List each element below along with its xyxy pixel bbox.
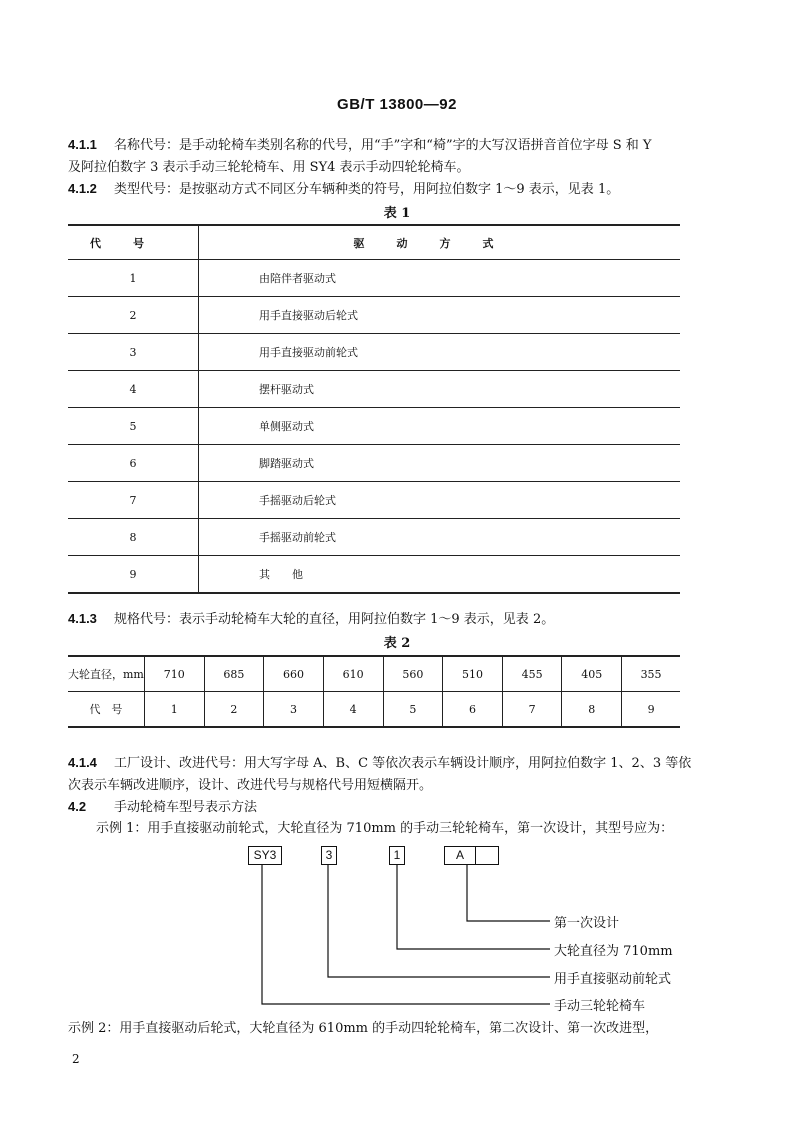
label-wheel-diameter: 大轮直径为 710mm [554,944,673,959]
row-label-diameter: 大轮直径，mm [68,656,144,692]
diameter-cell: 405 [562,656,622,692]
section-text: 类型代号：是按驱动方式不同区分车辆种类的符号，用阿拉伯数字 1～9 表示，见表 1。 [114,182,620,197]
section-number: 4.1.2 [68,181,97,196]
row-code: 1 [68,260,199,297]
row-code: 4 [68,371,199,408]
section-text: 规格代号：表示手动轮椅车大轮的直径，用阿拉伯数字 1～9 表示，见表 2。 [114,612,555,627]
code-cell: 5 [383,692,443,728]
header-mode: 驱动方式 [199,225,681,260]
row-code: 5 [68,408,199,445]
row-code: 2 [68,297,199,334]
label-wheelchair-type: 手动三轮轮椅车 [554,999,646,1014]
diameter-cell: 355 [622,656,680,692]
code-cell: 6 [443,692,503,728]
diameter-cell: 610 [323,656,383,692]
section-number: 4.1.4 [68,755,97,770]
row-mode: 由陪伴者驱动式 [199,260,681,297]
code-box-size: 1 [389,846,405,865]
diameter-cell: 510 [443,656,503,692]
row-code: 3 [68,334,199,371]
diameter-cell: 685 [204,656,264,692]
row-mode: 单侧驱动式 [199,408,681,445]
section-text: 手动轮椅车型号表示方法 [114,800,258,815]
row-mode: 脚踏驱动式 [199,445,681,482]
row-mode: 用手直接驱动后轮式 [199,297,681,334]
row-mode: 摆杆驱动式 [199,371,681,408]
code-cell: 8 [562,692,622,728]
row-code: 8 [68,519,199,556]
section-text-cont: 次表示车辆改进顺序，设计、改进代号与规格代号用短横隔开。 [68,778,433,793]
example-2-text: 示例 2：用手直接驱动后轮式，大轮直径为 610mm 的手动四轮轮椅车，第二次设计、第一次改进型， [68,1021,659,1036]
code-cell: 1 [144,692,204,728]
header-code: 代号 [68,225,199,260]
code-cell: 2 [204,692,264,728]
section-text: 名称代号：是手动轮椅车类别名称的代号，用“手”字和“椅”字的大写汉语拼音首位字母 S 和 Y [114,138,652,153]
row-code: 9 [68,556,199,594]
row-mode: 其 他 [199,556,681,594]
section-number: 4.1.3 [68,611,97,626]
page-number: 2 [72,1052,80,1066]
table2-caption: 表 2 [383,636,411,651]
row-code: 6 [68,445,199,482]
code-cell: 7 [502,692,562,728]
code-box-sy3: SY3 [248,846,282,865]
code-cell: 9 [622,692,680,728]
label-first-design: 第一次设计 [554,916,620,931]
line-size [397,865,550,949]
diameter-cell: 455 [502,656,562,692]
diameter-cell: 710 [144,656,204,692]
row-mode: 手摇驱动前轮式 [199,519,681,556]
diameter-cell: 560 [383,656,443,692]
example-1-text: 示例 1：用手直接驱动前轮式，大轮直径为 710mm 的手动三轮轮椅车，第一次设计，其型号应为： [96,821,674,836]
standard-header: GB/T 13800—92 [337,96,457,113]
section-number: 4.2 [68,799,87,814]
row-mode: 用手直接驱动前轮式 [199,334,681,371]
row-code: 7 [68,482,199,519]
label-drive-mode: 用手直接驱动前轮式 [554,972,672,987]
diameter-cell: 660 [264,656,324,692]
line-design [467,865,550,921]
row-mode: 手摇驱动后轮式 [199,482,681,519]
section-number: 4.1.1 [68,137,97,152]
code-cell: 4 [323,692,383,728]
row-label-code: 代 号 [68,692,144,728]
section-text-cont: 及阿拉伯数字 3 表示手动三轮轮椅车、用 SY4 表示手动四轮轮椅车。 [68,160,470,175]
code-cell: 3 [264,692,324,728]
line-name [262,865,550,1004]
code-box-design: A [444,846,476,865]
table1-caption: 表 1 [383,206,411,221]
code-box-type: 3 [321,846,337,865]
section-text: 工厂设计、改进代号：用大写字母 A、B、C 等依次表示车辆设计顺序，用阿拉伯数字 1、2、3 等依 [114,756,692,771]
